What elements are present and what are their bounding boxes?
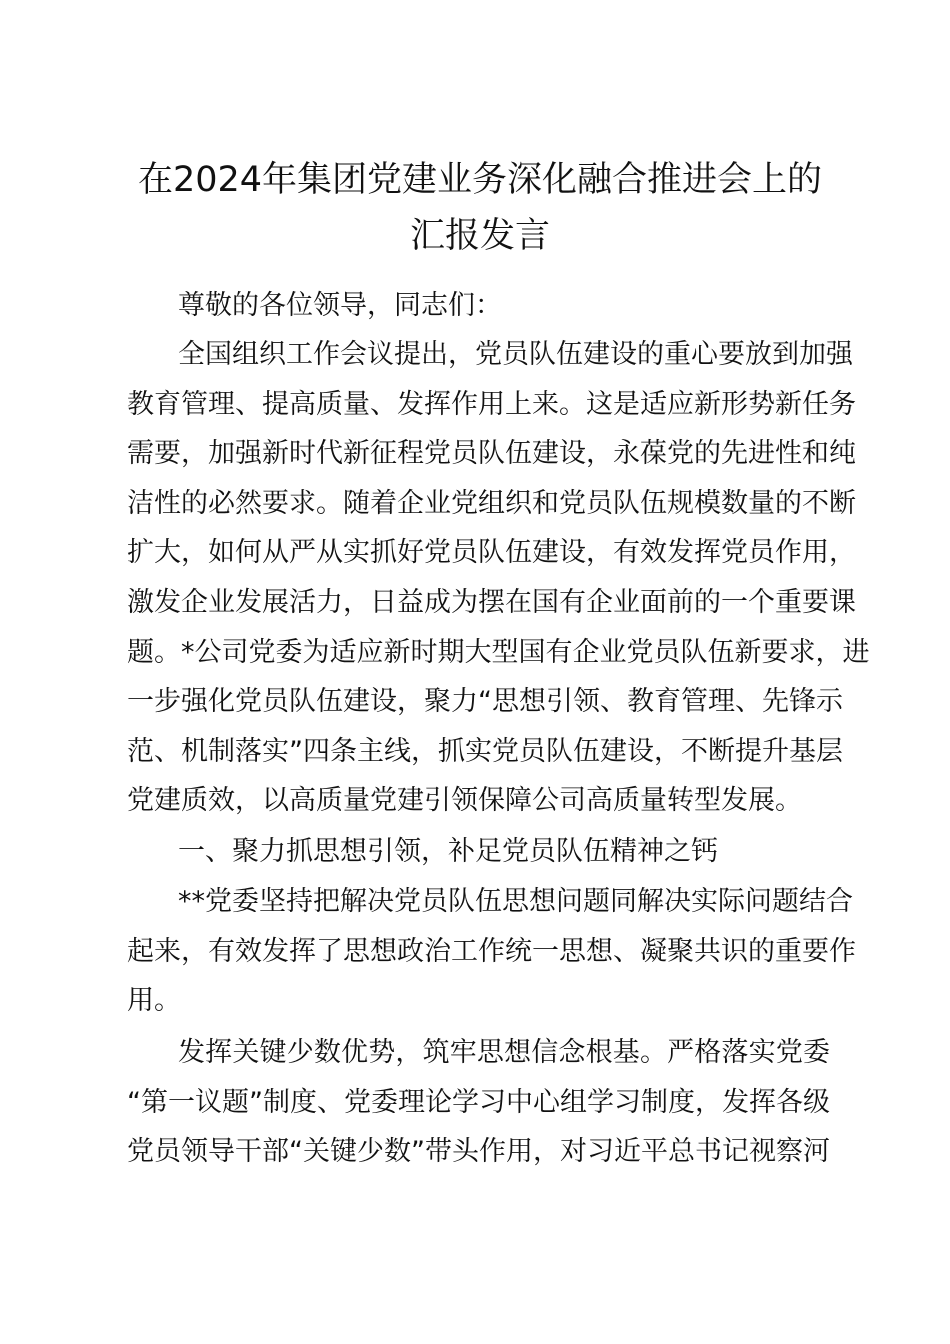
- paragraph-3-line: “第一议题”制度、党委理论学习中心组学习制度，发挥各级: [127, 1087, 830, 1118]
- paragraph-1-line: 题。*公司党委为适应新时期大型国有企业党员队伍新要求，进: [127, 637, 870, 668]
- document-title-line-2: 汇报发言: [409, 216, 550, 256]
- paragraph-2-line: 起来，有效发挥了思想政治工作统一思想、凝聚共识的重要作: [127, 936, 856, 967]
- document-title-line-1: 在2024年集团党建业务深化融合推进会上的: [137, 160, 823, 200]
- paragraph-1-line: 教育管理、提高质量、发挥作用上来。这是适应新形势新任务: [127, 389, 856, 420]
- paragraph-2-line: **党委坚持把解决党员队伍思想问题同解决实际问题结合: [178, 886, 853, 917]
- paragraph-3-line: 发挥关键少数优势，筑牢思想信念根基。严格落实党委: [178, 1037, 830, 1068]
- paragraph-3-line: 党员领导干部“关键少数”带头作用，对习近平总书记视察河: [127, 1136, 830, 1167]
- paragraph-1-line: 激发企业发展活力，日益成为摆在国有企业面前的一个重要课: [127, 587, 856, 618]
- section-heading-1: 一、聚力抓思想引领，补足党员队伍精神之钙: [178, 836, 718, 867]
- paragraph-1-line: 全国组织工作会议提出，党员队伍建设的重心要放到加强: [178, 339, 853, 370]
- paragraph-1-line: 需要，加强新时代新征程党员队伍建设，永葆党的先进性和纯: [127, 438, 856, 469]
- paragraph-1-line: 范、机制落实”四条主线，抓实党员队伍建设，不断提升基层: [127, 736, 843, 767]
- paragraph-1-line: 一步强化党员队伍建设，聚力“思想引领、教育管理、先锋示: [127, 686, 843, 717]
- paragraph-1-line: 党建质效，以高质量党建引领保障公司高质量转型发展。: [127, 785, 802, 816]
- paragraph-2-line: 用。: [127, 985, 181, 1016]
- paragraph-1-line: 洁性的必然要求。随着企业党组织和党员队伍规模数量的不断: [127, 488, 856, 519]
- paragraph-1-line: 扩大，如何从严从实抓好党员队伍建设，有效发挥党员作用，: [127, 537, 856, 568]
- salutation: 尊敬的各位领导，同志们：: [178, 290, 502, 321]
